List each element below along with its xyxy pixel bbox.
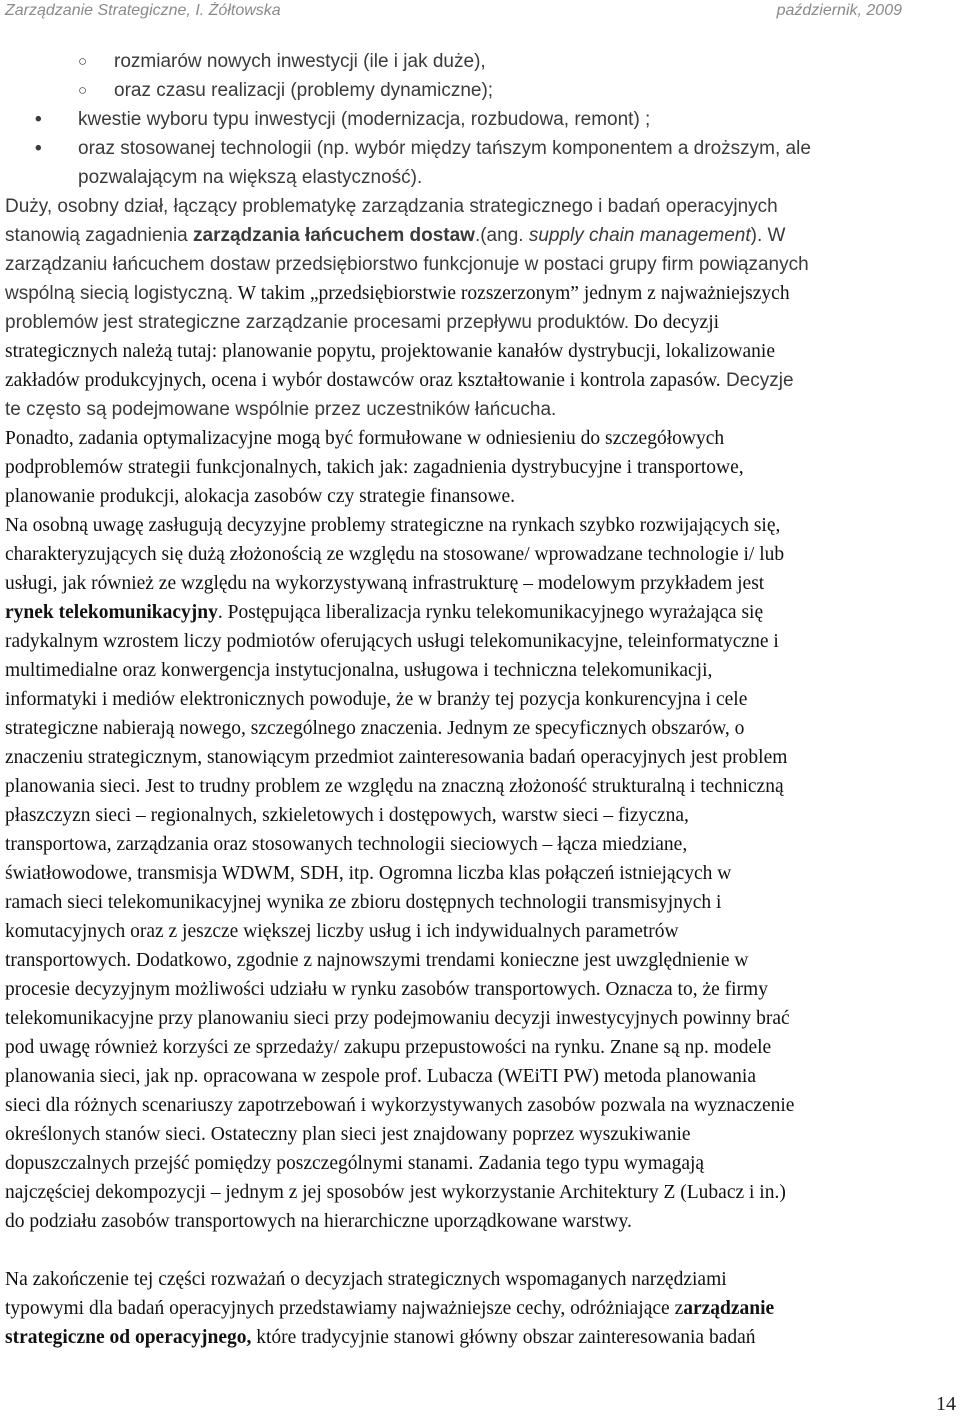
text-line [5,598,957,627]
text-line: strategiczne nabierają nowego, szczególnego znaczenia. Jednym ze specyficznych obszarów, o [5,718,745,739]
text-run: . Postępująca liberalizacja rynku telekomunikacyjnego wyrażająca się [217,602,764,623]
text-line: charakteryzujących się dużą złożonością ze względu na stosowane/ wprowadzane technologie i/ lub [5,544,785,565]
text-line: sieci dla różnych scenariuszy zapotrzebowań i wykorzystywanych zasobów pozwala na wyznaczenie [5,1095,795,1116]
paragraph-spacer [5,1236,957,1265]
document-body [5,47,957,1352]
text-line: telekomunikacyjne przy planowaniu sieci przy podejmowaniu decyzji inwestycyjnych powinny brać [5,1008,790,1029]
list-item-text: pozwalającym na większą elastyczność). [78,167,423,188]
bold-term: arządzanie [683,1298,775,1319]
text-line: komutacyjnych oraz z jeszcze większej liczby usług i ich indywidualnych parametrów [5,921,679,942]
text-line: informatyki i mediów elektronicznych powoduje, że w branży tej pozycja konkurencyjna i cele [5,689,748,710]
text-line: transportowych. Dodatkowo, zgodnie z najnowszymi trendami konieczne jest uwzględnienie w [5,950,749,971]
dot-bullet-icon: • [35,109,42,130]
page-header [0,0,960,22]
text-run: Decyzje [720,370,794,391]
text-line: multimedialne oraz konwergencja instytucjonalna, usługowa i techniczna telekomunikacji, [5,660,713,681]
list-item-text: kwestie wyboru typu inwestycji (modernizacja, rozbudowa, remont) ; [78,109,651,130]
text-line: planowanie produkcji, alokacja zasobów czy strategie finansowe. [5,486,516,507]
text-line [5,308,957,337]
text-line: Na osobną uwagę zasługują decyzyjne problemy strategiczne na rynkach szybko rozwijających się, [5,515,781,536]
text-line: te często są podejmowane wspólnie przez uczestników łańcucha. [5,399,557,420]
list-item [5,105,957,134]
text-line: strategicznych należą tutaj: planowanie popytu, projektowanie kanałów dystrybucji, lokalizowanie [5,341,775,362]
text-line: podproblemów strategii funkcjonalnych, takich jak: zagadnienia dystrybucyjne i transportowe, [5,457,744,478]
text-line: ramach sieci telekomunikacyjnej wynika ze zbioru dostępnych technologii transmisyjnych i [5,892,722,913]
text-line: światłowodowe, transmisja WDWM, SDH, itp. Ogromna liczba klas połączeń istniejących w [5,863,732,884]
header-date: październik, 2009 [776,2,902,19]
circle-bullet-icon: ○ [78,53,88,70]
text-line: dopuszczalnych przejść pomiędzy poszczególnymi stanami. Zadania tego typu wymagają [5,1153,705,1174]
dot-bullet-icon: • [35,138,42,159]
text-line: Na zakończenie tej części rozważań o decyzjach strategicznych wspomaganych narzędziami [5,1269,727,1290]
text-line: usługi, jak również ze względu na wykorzystywaną infrastrukturę – modelowym przykładem jest [5,573,765,594]
paragraph-optimization [5,424,957,511]
bold-term: rynek telekomunikacyjny [5,602,218,623]
bold-term: strategiczne od operacyjnego, [5,1327,252,1348]
text-run: .(ang. [474,225,529,246]
page-number: 14 [936,1393,956,1415]
text-run: wspólną siecią logistyczną. [5,283,234,304]
text-run: W takim „przedsiębiorstwie rozszerzonym” jednym z najważniejszych [233,283,790,304]
paragraph-telecom [5,511,957,1236]
header-title: Zarządzanie Strategiczne, I. Żółtowska [5,2,281,19]
italic-term: supply chain management [528,225,751,246]
text-line [5,221,957,250]
paragraph-supply-chain [5,192,957,424]
text-line: najczęściej dekompozycji – jednym z jej sposobów jest wykorzystanie Architektury Z (Lubacz i in.) [5,1182,786,1203]
text-run: Do decyzji [629,312,720,333]
text-run: typowymi dla badań operacyjnych przedstawiamy najważniejsze cechy, odróżniające z [5,1298,684,1319]
list-item [5,47,957,76]
paragraph-conclusion [5,1265,957,1352]
text-run: które tradycyjnie stanowi główny obszar zainteresowania badań [251,1327,756,1348]
text-line: do podziału zasobów transportowych na hierarchiczne uporządkowane warstwy. [5,1211,632,1232]
text-line [5,1323,957,1352]
list-item [5,76,957,105]
text-line: Ponadto, zadania optymalizacyjne mogą być formułowane w odniesieniu do szczegółowych [5,428,725,449]
text-line: transportowa, zarządzania oraz stosowanych technologii sieciowych – łącza miedziane, [5,834,688,855]
text-line: płaszczyzn sieci – regionalnych, szkieletowych i dostępowych, warstw sieci – fizyczna, [5,805,689,826]
list-item-text: oraz stosowanej technologii (np. wybór między tańszym komponentem a droższym, ale [78,138,811,159]
text-line [5,366,957,395]
bold-term: zarządzania łańcuchem dostaw [193,225,475,246]
text-line: planowania sieci. Jest to trudny problem ze względu na znaczną złożoność strukturalną i techniczną [5,776,784,797]
text-line: zarządzaniu łańcuchem dostaw przedsiębiorstwo funkcjonuje w postaci grupy firm powiązanych [5,254,809,275]
text-line: znaczeniu strategicznym, stanowiącym przedmiot zainteresowania badań operacyjnych jest problem [5,747,788,768]
text-line: planowania sieci, jak np. opracowana w zespole prof. Lubacza (WEiTI PW) metoda planowania [5,1066,756,1087]
text-line [5,279,957,308]
text-line: określonych stanów sieci. Ostateczny plan sieci jest znajdowany poprzez wyszukiwanie [5,1124,691,1145]
text-line: Duży, osobny dział, łączący problematykę zarządzania strategicznego i badań operacyjnych [5,196,778,217]
text-line [5,1294,957,1323]
text-run: zakładów produkcyjnych, ocena i wybór dostawców oraz kształtowanie i kontrola zapasów. [5,370,721,391]
list-item-text: oraz czasu realizacji (problemy dynamiczne); [114,80,494,101]
text-run: ). W [750,225,786,246]
list-item-continuation [5,163,957,192]
text-line: radykalnym wzrostem liczy podmiotów oferujących usługi telekomunikacyjne, teleinformatyczne i [5,631,779,652]
list-item [5,134,957,163]
text-run: problemów jest strategiczne zarządzanie procesami przepływu produktów. [5,312,630,333]
text-line: procesie decyzyjnym możliwości udziału w rynku zasobów transportowych. Oznacza to, że firmy [5,979,768,1000]
text-run: stanowią zagadnienia [5,225,194,246]
circle-bullet-icon: ○ [78,82,88,99]
text-line: pod uwagę również korzyści ze sprzedaży/ zakupu przepustowości na rynku. Znane są np. modele [5,1037,772,1058]
list-item-text: rozmiarów nowych inwestycji (ile i jak duże), [114,51,486,72]
